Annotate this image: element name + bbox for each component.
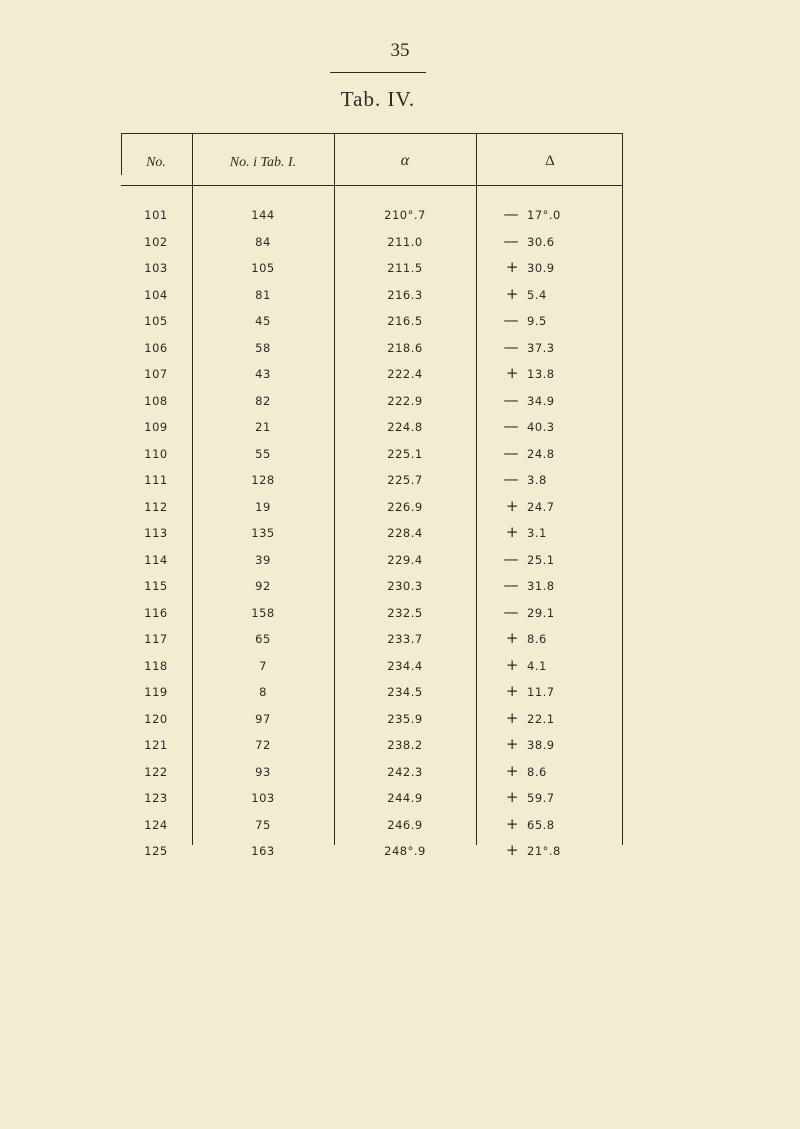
cell-delta (477, 523, 623, 541)
delta-value: 11.7 (527, 685, 555, 699)
cell-alpha: 235.9 (387, 711, 423, 726)
delta-sign: + (505, 284, 519, 303)
table-row (121, 231, 623, 261)
cell-alpha: 211.5 (387, 261, 423, 275)
table-row (121, 523, 623, 552)
cell-no: 110 (144, 446, 168, 461)
cell-no-tab: 103 (251, 791, 275, 805)
cell-no: 119 (144, 685, 168, 699)
delta-sign: — (503, 311, 519, 329)
header-delta: Δ (545, 153, 555, 169)
cell-no-tab: 55 (255, 446, 271, 461)
cell-no: 106 (144, 340, 168, 355)
cell-alpha: 210°.7 (384, 208, 426, 222)
cell-no: 114 (144, 552, 168, 567)
cell-delta (477, 576, 623, 594)
cell-delta (477, 655, 623, 674)
delta-value: 8.6 (527, 632, 547, 646)
cell-no-tab: 84 (255, 234, 271, 249)
cell-no: 101 (144, 208, 168, 222)
delta-value: 21°.8 (527, 844, 561, 858)
title-rule (330, 72, 426, 73)
cell-delta (477, 258, 623, 276)
cell-alpha: 216.5 (387, 314, 423, 328)
delta-value: 3.8 (527, 473, 547, 487)
cell-no-tab: 72 (255, 738, 271, 752)
table-row (121, 576, 623, 605)
delta-sign: — (503, 231, 519, 250)
table-row (121, 655, 623, 685)
cell-no-tab: 158 (251, 605, 275, 620)
cell-alpha: 216.3 (387, 287, 423, 302)
cell-no-tab: 163 (251, 844, 275, 858)
cell-alpha: 234.4 (387, 658, 423, 673)
cell-no: 118 (144, 658, 168, 673)
delta-value: 25.1 (527, 552, 555, 567)
cell-no-tab: 135 (251, 526, 275, 540)
cell-delta (477, 337, 623, 356)
cell-no: 121 (144, 738, 168, 752)
cell-alpha: 244.9 (387, 791, 423, 805)
delta-sign: + (505, 761, 519, 780)
delta-value: 4.1 (527, 658, 547, 673)
table-row (121, 602, 623, 632)
cell-alpha: 242.3 (387, 764, 423, 779)
cell-delta (477, 629, 623, 647)
cell-no-tab: 105 (251, 261, 275, 275)
delta-value: 30.6 (527, 234, 555, 249)
cell-delta (477, 443, 623, 462)
cell-no: 120 (144, 711, 168, 726)
cell-no-tab: 21 (255, 420, 271, 434)
header-no-tab: No. i Tab. I. (229, 155, 297, 170)
cell-delta (477, 284, 623, 303)
cell-alpha: 233.7 (387, 632, 423, 646)
table-row (121, 205, 623, 234)
cell-alpha: 211.0 (387, 234, 423, 249)
delta-sign: + (505, 523, 519, 541)
cell-delta (477, 205, 623, 223)
delta-value: 31.8 (527, 579, 555, 593)
table-row (121, 708, 623, 738)
delta-sign: — (503, 602, 519, 621)
delta-sign: + (505, 364, 519, 382)
cell-no: 115 (144, 579, 168, 593)
table-row (121, 682, 623, 711)
delta-sign: + (505, 258, 519, 276)
table-row (121, 814, 623, 844)
cell-no: 117 (144, 632, 168, 646)
cell-no-tab: 75 (255, 817, 271, 832)
delta-sign: + (505, 841, 519, 859)
table-row (121, 629, 623, 658)
delta-sign: — (503, 390, 519, 409)
cell-no-tab: 65 (255, 632, 271, 646)
table-row (121, 761, 623, 791)
cell-delta (477, 311, 623, 329)
cell-no-tab: 45 (255, 314, 271, 328)
cell-delta (477, 788, 623, 806)
cell-no: 122 (144, 764, 168, 779)
cell-no-tab: 43 (255, 367, 271, 381)
cell-alpha: 232.5 (387, 605, 423, 620)
cell-alpha: 228.4 (387, 526, 423, 540)
cell-no-tab: 93 (255, 764, 271, 779)
header-no: No. (146, 155, 166, 170)
cell-no-tab: 81 (255, 287, 271, 302)
delta-value: 40.3 (527, 420, 555, 434)
cell-delta (477, 390, 623, 409)
cell-delta (477, 549, 623, 568)
cell-no: 102 (144, 234, 168, 249)
table-row (121, 788, 623, 817)
cell-no-tab: 19 (255, 499, 271, 514)
table-row (121, 841, 623, 870)
delta-value: 29.1 (527, 605, 555, 620)
delta-value: 30.9 (527, 261, 555, 275)
delta-value: 8.6 (527, 764, 547, 779)
delta-sign: + (505, 682, 519, 700)
cell-no: 109 (144, 420, 168, 434)
table-row (121, 549, 623, 579)
delta-value: 24.7 (527, 499, 555, 514)
cell-no-tab: 97 (255, 711, 271, 726)
cell-no: 105 (144, 314, 168, 328)
cell-delta (477, 231, 623, 250)
delta-sign: — (503, 576, 519, 594)
delta-sign: + (505, 788, 519, 806)
cell-alpha: 230.3 (387, 579, 423, 593)
cell-no: 104 (144, 287, 168, 302)
delta-value: 65.8 (527, 817, 555, 832)
cell-delta (477, 708, 623, 727)
header-bottom-border (121, 185, 623, 186)
data-table (121, 133, 623, 859)
delta-value: 22.1 (527, 711, 555, 726)
cell-alpha: 222.4 (387, 367, 423, 381)
delta-value: 13.8 (527, 367, 555, 381)
table-row (121, 417, 623, 446)
delta-value: 3.1 (527, 526, 547, 540)
cell-no-tab: 82 (255, 393, 271, 408)
page-number: 35 (390, 40, 410, 61)
cell-no-tab: 7 (259, 658, 267, 673)
cell-no: 107 (144, 367, 168, 381)
cell-alpha: 229.4 (387, 552, 423, 567)
cell-delta (477, 417, 623, 435)
table-title: Tab. IV. (340, 87, 416, 111)
cell-delta (477, 735, 623, 753)
delta-sign: + (505, 735, 519, 753)
cell-no-tab: 39 (255, 552, 271, 567)
table-row (121, 337, 623, 367)
delta-value: 9.5 (527, 314, 547, 328)
cell-alpha: 224.8 (387, 420, 423, 434)
delta-value: 38.9 (527, 738, 555, 752)
cell-no: 116 (144, 605, 168, 620)
delta-sign: + (505, 814, 519, 833)
table-row (121, 311, 623, 340)
cell-delta (477, 841, 623, 859)
delta-sign: — (503, 417, 519, 435)
cell-alpha: 225.1 (387, 446, 423, 461)
delta-value: 34.9 (527, 393, 555, 408)
delta-sign: — (503, 443, 519, 462)
delta-value: 59.7 (527, 791, 555, 805)
cell-no: 112 (144, 499, 168, 514)
cell-alpha: 225.7 (387, 473, 423, 487)
cell-delta (477, 682, 623, 700)
delta-sign: + (505, 496, 519, 515)
cell-no: 103 (144, 261, 168, 275)
cell-no-tab: 58 (255, 340, 271, 355)
cell-no-tab: 8 (259, 685, 267, 699)
table-row (121, 496, 623, 526)
cell-no: 123 (144, 791, 168, 805)
delta-sign: — (503, 337, 519, 356)
cell-delta (477, 470, 623, 488)
cell-alpha: 234.5 (387, 685, 423, 699)
cell-no: 113 (144, 526, 168, 540)
cell-no: 125 (144, 844, 168, 858)
delta-sign: — (503, 549, 519, 568)
delta-value: 5.4 (527, 287, 547, 302)
table-row (121, 364, 623, 393)
table-top-border (121, 133, 623, 134)
cell-alpha: 218.6 (387, 340, 423, 355)
table-row (121, 735, 623, 764)
cell-delta (477, 364, 623, 382)
table-row (121, 258, 623, 287)
cell-delta (477, 602, 623, 621)
cell-alpha: 238.2 (387, 738, 423, 752)
delta-value: 17°.0 (527, 208, 561, 222)
cell-no: 108 (144, 393, 168, 408)
delta-sign: — (503, 205, 519, 223)
cell-alpha: 226.9 (387, 499, 423, 514)
table-row (121, 470, 623, 499)
delta-sign: + (505, 655, 519, 674)
cell-no: 124 (144, 817, 168, 832)
cell-no: 111 (144, 473, 168, 487)
delta-sign: — (503, 470, 519, 488)
delta-value: 24.8 (527, 446, 555, 461)
cell-no-tab: 92 (255, 579, 271, 593)
table-row (121, 443, 623, 473)
cell-no-tab: 128 (251, 473, 275, 487)
cell-alpha: 222.9 (387, 393, 423, 408)
cell-delta (477, 761, 623, 780)
table-row (121, 390, 623, 420)
cell-no-tab: 144 (251, 208, 275, 222)
delta-sign: + (505, 629, 519, 647)
header-alpha: α (400, 152, 410, 169)
table-row (121, 284, 623, 314)
cell-alpha: 248°.9 (384, 844, 426, 858)
cell-delta (477, 814, 623, 833)
cell-delta (477, 496, 623, 515)
delta-value: 37.3 (527, 340, 555, 355)
cell-alpha: 246.9 (387, 817, 423, 832)
delta-sign: + (505, 708, 519, 727)
